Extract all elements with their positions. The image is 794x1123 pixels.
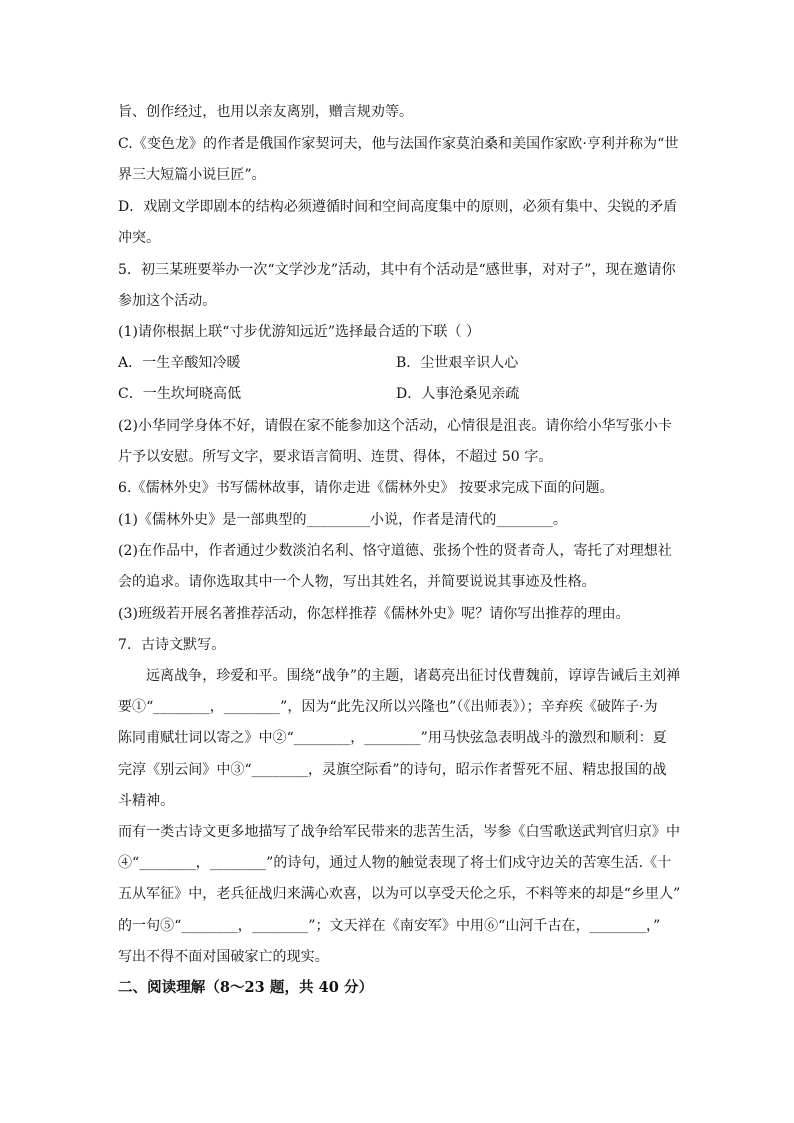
text-line: 完淳《别云间》中③“________，灵旗空际看”的诗句，昭示作者誓死不屈、精忠报国的战 [118,762,667,778]
option-b: B．尘世艰辛识人心 [396,355,519,371]
option-a: A．一生辛酸知冷暖 [118,355,241,371]
option-d: D．人事沧桑见亲疏 [396,386,520,402]
text-line: 而有一类古诗文更多地描写了战争给军民带来的悲苦生活，岑参《白雪歌送武判官归京》中 [118,824,680,840]
question-6-1: (1)《儒林外史》是一部典型的_________小说，作者是清代的________。 [118,512,567,528]
text-line: 斗精神。 [118,793,175,809]
text-line: 要①“________，________”，因为“此先汉所以兴隆也”（《出师表》）；辛弃疾《破阵子·为 [118,699,658,715]
text-line: D．戏剧文学即剧本的结构必须遵循时间和空间高度集中的原则，必须有集中、尖锐的矛盾 [118,199,678,215]
question-6-2: (2)在作品中，作者通过少数淡泊名利、恪守道德、张扬个性的贤者奇人，寄托了对理想社 [118,543,672,559]
text-line: 旨、创作经过，也用以亲友离别，赠言规劝等。 [118,104,414,120]
text-line: 界三大短篇小说巨匠”。 [118,167,266,183]
question-5-2: (2)小华同学身体不好，请假在家不能参加这个活动，心情很是沮丧。请你给小华写张小卡 [118,418,672,434]
question-6: 6.《儒林外史》书写儒林故事，请你走进《儒林外史》 按要求完成下面的问题。 [118,480,614,496]
option-c: C．一生坎坷晓高低 [118,386,242,402]
text-line: 的一句⑤“________，________”；文天祥在《南安军》中用⑥“山河千古在，________，” [118,918,661,934]
text-line: 五从军征》中，老兵征战归来满心欢喜，以为可以享受天伦之乐，不料等来的却是“乡里人” [118,886,681,902]
question-6-3: (3)班级若开展名著推荐活动，你怎样推荐《儒林外史》呢？请你写出推荐的理由。 [118,606,630,622]
text-line: 冲突。 [118,230,161,246]
question-5-1: (1)请你根据上联“寸步优游知远近”选择最合适的下联（ ） [118,324,481,340]
text-line: 片予以安慰。所写文字，要求语言简明、连贯、得体，不超过 50 字。 [118,449,553,465]
text-line: 写出不得不面对国破家亡的现实。 [118,949,329,965]
text-line: 远离战争，珍爱和平。围绕“战争”的主题，诸葛亮出征讨伐曹魏前，谆谆告诫后主刘禅 [146,668,681,684]
text-line: 会的追求。请你选取其中一个人物，写出其姓名，并简要说说其事迹及性格。 [118,574,596,590]
question-7: 7．古诗文默写。 [118,637,226,653]
question-5: 5．初三某班要举办一次“文学沙龙”活动，其中有个活动是“感世事，对对子”，现在邀请你 [118,262,676,278]
text-line: 参加这个活动。 [118,293,217,309]
text-line: 陈同甫赋壮词以寄之》中②“________，________”用马快弦急表明战斗的激烈和顺利：夏 [118,730,667,746]
text-line: ④“________，________”的诗句，通过人物的触觉表现了将士们戍守边关的苦寒生活.《十 [118,855,672,871]
section-heading: 二、阅读理解（8～23 题，共 40 分） [118,979,374,996]
text-line: C.《变色龙》的作者是俄国作家契诃夫，他与法国作家莫泊桑和美国作家欧·亨利并称为“世 [118,136,679,152]
